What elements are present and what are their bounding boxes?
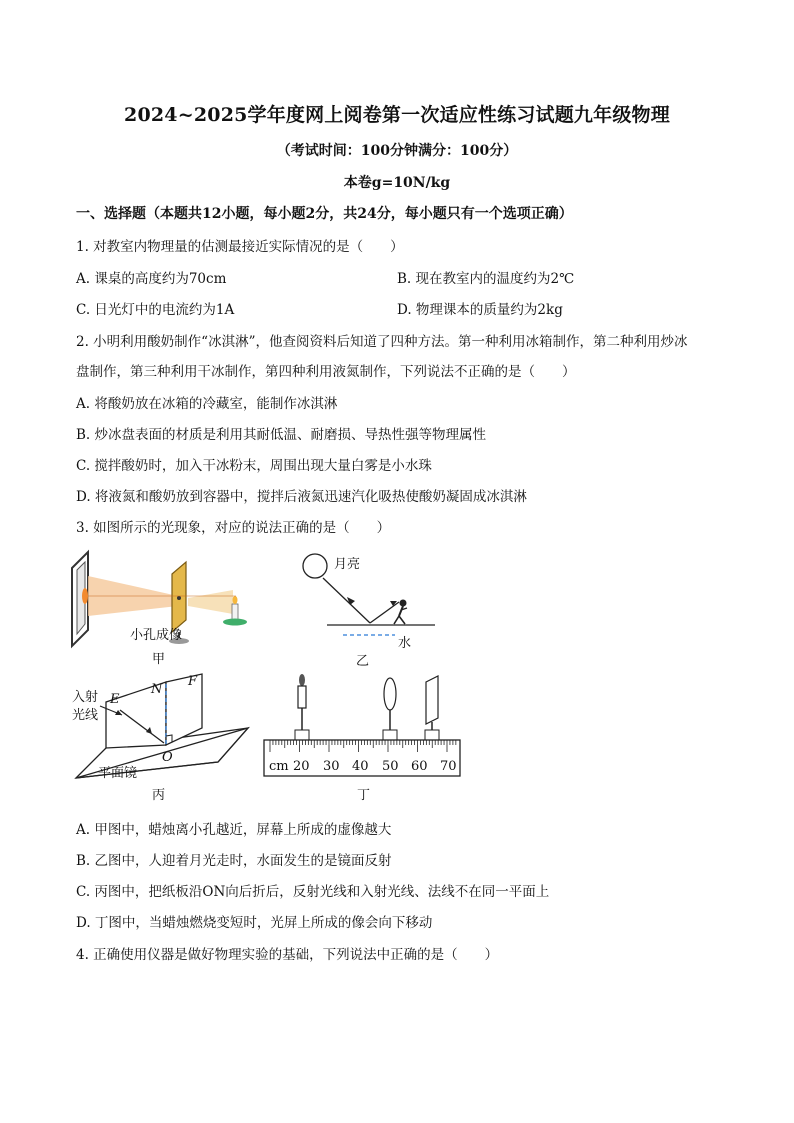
q2-option-a: A. 将酸奶放在冰箱的冷藏室，能制作冰淇淋 [76,396,338,412]
point-o-label: O [162,750,173,765]
bench-unit: cm [269,759,289,774]
figure-moon-water [295,548,445,648]
q3-option-b: B. 乙图中，人迎着月光走时，水面发生的是镜面反射 [76,853,392,869]
q2-option-b: B. 炒冰盘表面的材质是利用其耐低温、耐磨损、导热性强等物理属性 [76,427,487,443]
q2-option-c: C. 搅拌酸奶时，加入干冰粉末，周围出现大量白雾是小水珠 [76,458,432,474]
q3-stem: 3. 如图所示的光现象，对应的说法正确的是（ ） [76,520,391,536]
pinhole-label: 小孔成像 [130,628,183,643]
q4-stem: 4. 正确使用仪器是做好物理实验的基础，下列说法中正确的是（ ） [76,947,499,963]
q3-option-d: D. 丁图中，当蜡烛燃烧变短时，光屏上所成的像会向下移动 [76,915,433,931]
caption-bing: 丙 [152,788,166,803]
q2-option-d: D. 将液氮和酸奶放到容器中，搅拌后液氮迅速汽化吸热使酸奶凝固成冰淇淋 [76,489,527,505]
q3-option-a: A. 甲图中，蜡烛离小孔越近，屏幕上所成的虚像越大 [76,822,392,838]
point-e-label: E [110,692,120,707]
q3-option-c: C. 丙图中，把纸板沿ON向后折后，反射光线和入射光线、法线不在同一平面上 [76,884,550,900]
g-note: 本卷g=10N/kg [343,175,451,191]
page-title: 2024~2025学年度网上阅卷第一次适应性练习试题九年级物理 [124,104,670,126]
caption-yi: 乙 [356,654,370,669]
exam-info: （考试时间：100分钟满分：100分） [276,143,518,159]
point-n-label: N [151,682,163,697]
incident-label-1: 入射 [72,690,99,705]
tick-30: 30 [323,759,340,774]
q1-option-a: A. 课桌的高度约为70cm [76,271,227,287]
mirror-label: 平面镜 [98,766,138,781]
q1-stem: 1. 对教室内物理量的估测最接近实际情况的是（ ） [76,239,404,255]
caption-ding: 丁 [357,788,371,803]
q2-stem-line2: 盘制作，第三种利用干冰制作，第四种利用液氮制作，下列说法不正确的是（ ） [76,364,576,380]
q1-option-d: D. 物理课本的质量约为2kg [397,302,563,318]
moon-label: 月亮 [334,557,361,572]
q1-option-b: B. 现在教室内的温度约为2℃ [397,271,575,287]
section-heading: 一、选择题（本题共12小题，每小题2分，共24分，每小题只有一个选项正确） [76,206,573,222]
q1-option-c: C. 日光灯中的电流约为1A [76,302,235,318]
tick-70: 70 [440,759,457,774]
tick-60: 60 [411,759,428,774]
incident-label-2: 光线 [72,708,99,723]
q2-stem-line1: 2. 小明利用酸奶制作“冰淇淋”，他查阅资料后知道了四种方法。第一种利用冰箱制作，第二种利用炒冰 [76,334,688,350]
water-label: 水 [398,636,412,651]
tick-50: 50 [382,759,399,774]
point-f-label: F [188,674,198,689]
tick-40: 40 [352,759,369,774]
caption-jia: 甲 [152,652,166,667]
tick-20: 20 [293,759,310,774]
